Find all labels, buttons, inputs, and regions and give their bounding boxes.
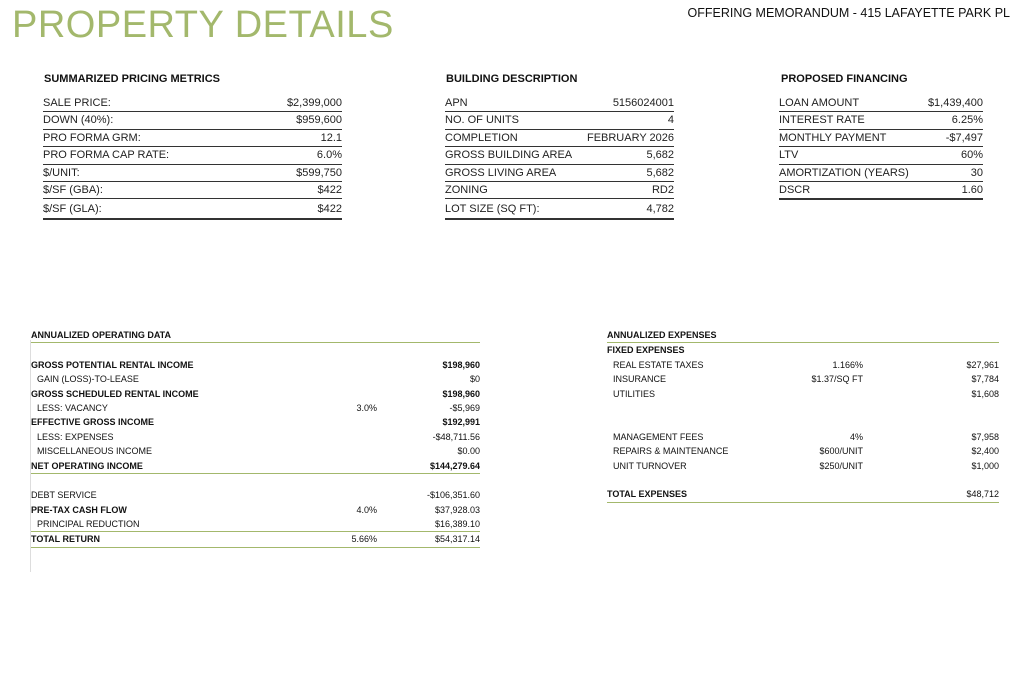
operating-row-total-return: TOTAL RETURN 5.66% $54,317.14 (31, 531, 480, 547)
pricing-row-per-unit: $/UNIT: $599,750 (43, 165, 342, 182)
financing-row-amortization: AMORTIZATION (YEARS) 30 (779, 165, 983, 182)
operating-data-table (31, 328, 480, 548)
pricing-row-down: DOWN (40%): $959,600 (43, 112, 342, 129)
proposed-financing-title: PROPOSED FINANCING (781, 73, 908, 85)
building-row-lot-size: LOT SIZE (SQ FT): 4,782 (445, 201, 674, 219)
operating-row-egi: EFFECTIVE GROSS INCOME $192,991 (31, 417, 480, 428)
pricing-row-per-sf-gba: $/SF (GBA): $422 (43, 182, 342, 199)
fixed-expenses-label: FIXED EXPENSES (607, 345, 685, 356)
pricing-row-sale-price: SALE PRICE: $2,399,000 (43, 95, 342, 112)
pricing-row-grm: PRO FORMA GRM: 12.1 (43, 130, 342, 147)
expense-row-insurance: INSURANCE $1.37/SQ FT $7,784 (613, 374, 999, 385)
offering-memorandum-label: OFFERING MEMORANDUM - 415 LAFAYETTE PARK PL (687, 6, 1010, 20)
operating-row-misc-income: MISCELLANEOUS INCOME $0.00 (37, 446, 480, 457)
pricing-metrics-table (43, 95, 342, 220)
expense-row-utilities: UTILITIES $1,608 (613, 388, 999, 399)
operating-row-gsri: GROSS SCHEDULED RENTAL INCOME $198,960 (31, 388, 480, 399)
operating-row-noi: NET OPERATING INCOME $144,279.64 (31, 459, 480, 474)
building-row-zoning: ZONING RD2 (445, 182, 674, 199)
financing-row-dscr: DSCR 1.60 (779, 182, 983, 200)
financing-row-loan-amount: LOAN AMOUNT $1,439,400 (779, 95, 983, 112)
expenses-header (607, 328, 999, 343)
expense-row-unit-turnover: UNIT TURNOVER $250/UNIT $1,000 (613, 460, 999, 471)
pricing-row-per-sf-gla: $/SF (GLA): $422 (43, 201, 342, 219)
building-description-table (445, 95, 674, 220)
operating-row-principal-reduction: PRINCIPAL REDUCTION $16,389.10 (37, 519, 480, 530)
expense-row-repairs-maintenance: REPAIRS & MAINTENANCE $600/UNIT $2,400 (613, 446, 999, 457)
operating-data-title: ANNUALIZED OPERATING DATA (31, 330, 171, 340)
financing-row-ltv: LTV 60% (779, 147, 983, 164)
page-title: PROPERTY DETAILS (12, 4, 394, 46)
expenses-title: ANNUALIZED EXPENSES (607, 330, 717, 340)
operating-row-pre-tax-cash-flow: PRE-TAX CASH FLOW 4.0% $37,928.03 (31, 504, 480, 515)
operating-row-expenses: LESS: EXPENSES -$48,711.56 (37, 431, 480, 442)
operating-row-debt-service: DEBT SERVICE -$106,351.60 (31, 490, 480, 501)
building-row-gba: GROSS BUILDING AREA 5,682 (445, 147, 674, 164)
operating-row-gain-loss: GAIN (LOSS)-TO-LEASE $0 (37, 374, 480, 385)
financing-row-monthly-payment: MONTHLY PAYMENT -$7,497 (779, 130, 983, 147)
expense-row-management-fees: MANAGEMENT FEES 4% $7,958 (613, 431, 999, 442)
building-row-apn: APN 5156024001 (445, 95, 674, 112)
pricing-metrics-title: SUMMARIZED PRICING METRICS (44, 73, 220, 85)
operating-row-gpri: GROSS POTENTIAL RENTAL INCOME $198,960 (31, 359, 480, 370)
operating-data-header (31, 328, 480, 343)
financing-row-interest-rate: INTEREST RATE 6.25% (779, 112, 983, 129)
building-description-title: BUILDING DESCRIPTION (446, 73, 578, 85)
proposed-financing-table (779, 95, 983, 200)
expense-row-real-estate-taxes: REAL ESTATE TAXES 1.166% $27,961 (613, 359, 999, 370)
building-row-completion: COMPLETION FEBRUARY 2026 (445, 130, 674, 147)
operating-row-vacancy: LESS: VACANCY 3.0% -$5,969 (37, 402, 480, 413)
pricing-row-cap-rate: PRO FORMA CAP RATE: 6.0% (43, 147, 342, 164)
expense-row-total: TOTAL EXPENSES $48,712 (607, 487, 999, 502)
building-row-gla: GROSS LIVING AREA 5,682 (445, 165, 674, 182)
annualized-expenses-table (607, 328, 999, 503)
building-row-units: NO. OF UNITS 4 (445, 112, 674, 129)
